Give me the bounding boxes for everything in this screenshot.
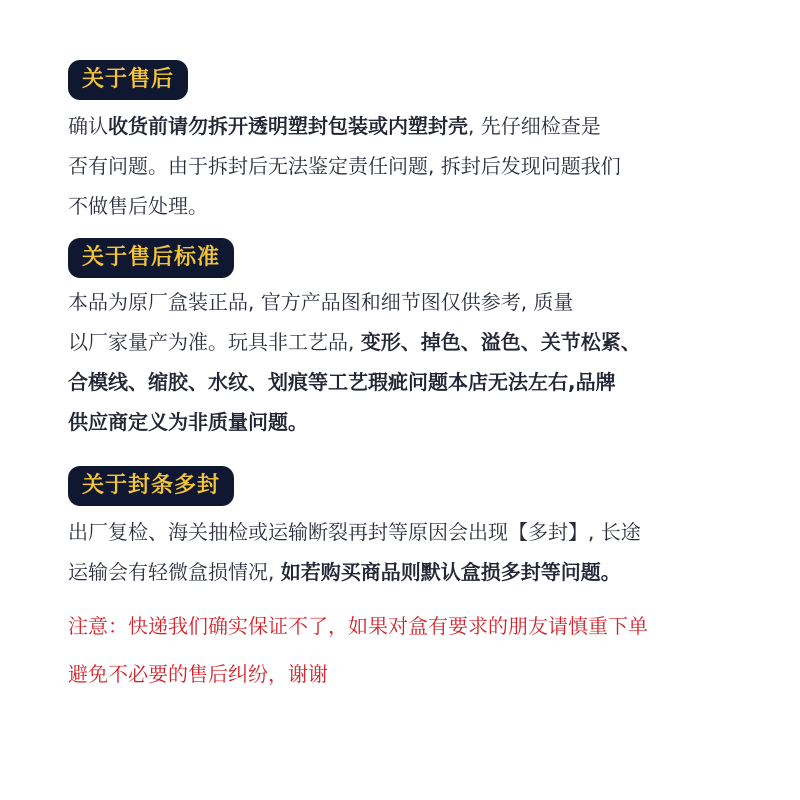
text-line <box>68 512 768 552</box>
text-line <box>68 106 768 146</box>
notice-line: 避免不必要的售后纠纷，谢谢 <box>68 662 328 686</box>
section-after-sales-body <box>68 106 768 226</box>
text-run-bold: 变形、掉色、溢色、关节松紧、 <box>360 330 641 354</box>
text-run: 本品为原厂盒装正品, 官方产品图和细节图仅供参考, 质量 <box>68 290 574 314</box>
notice-line: 注意：快递我们确实保证不了，如果对盒有要求的朋友请慎重下单 <box>68 614 648 638</box>
text-run: 运输会有轻微盒损情况, <box>68 560 281 584</box>
text-run: , 先仔细检查是 <box>468 114 601 138</box>
notice-block <box>68 606 768 694</box>
text-run-bold: 如若购买商品则默认盒损多封等问题。 <box>280 560 621 584</box>
text-run-bold: 收货前请勿拆开透明塑封包装或内塑封壳 <box>108 114 468 138</box>
text-run: 以厂家量产为准。玩具非工艺品, <box>68 330 361 354</box>
text-line <box>68 146 768 186</box>
text-line <box>68 402 768 442</box>
text-run-bold: 供应商定义为非质量问题。 <box>68 410 308 434</box>
section-standard-heading: 关于售后标准 <box>68 238 234 278</box>
text-line <box>68 282 768 322</box>
text-run: 不做售后处理。 <box>68 194 208 218</box>
section-standard-body <box>68 282 768 442</box>
text-line <box>68 186 768 226</box>
section-seal-heading: 关于封条多封 <box>68 466 234 506</box>
section-seal-body <box>68 512 768 592</box>
text-line <box>68 322 768 362</box>
text-line <box>68 552 768 592</box>
text-run-bold: 合模线、缩胶、水纹、划痕等工艺瑕疵问题本店无法左右,品牌 <box>68 370 616 394</box>
text-line <box>68 362 768 402</box>
text-run: 确认 <box>68 114 108 138</box>
text-run: 否有问题。由于拆封后无法鉴定责任问题, 拆封后发现问题我们 <box>68 154 621 178</box>
text-run: 出厂复检、海关抽检或运输断裂再封等原因会出现【多封】, 长途 <box>68 520 641 544</box>
section-after-sales-heading: 关于售后 <box>68 60 188 100</box>
